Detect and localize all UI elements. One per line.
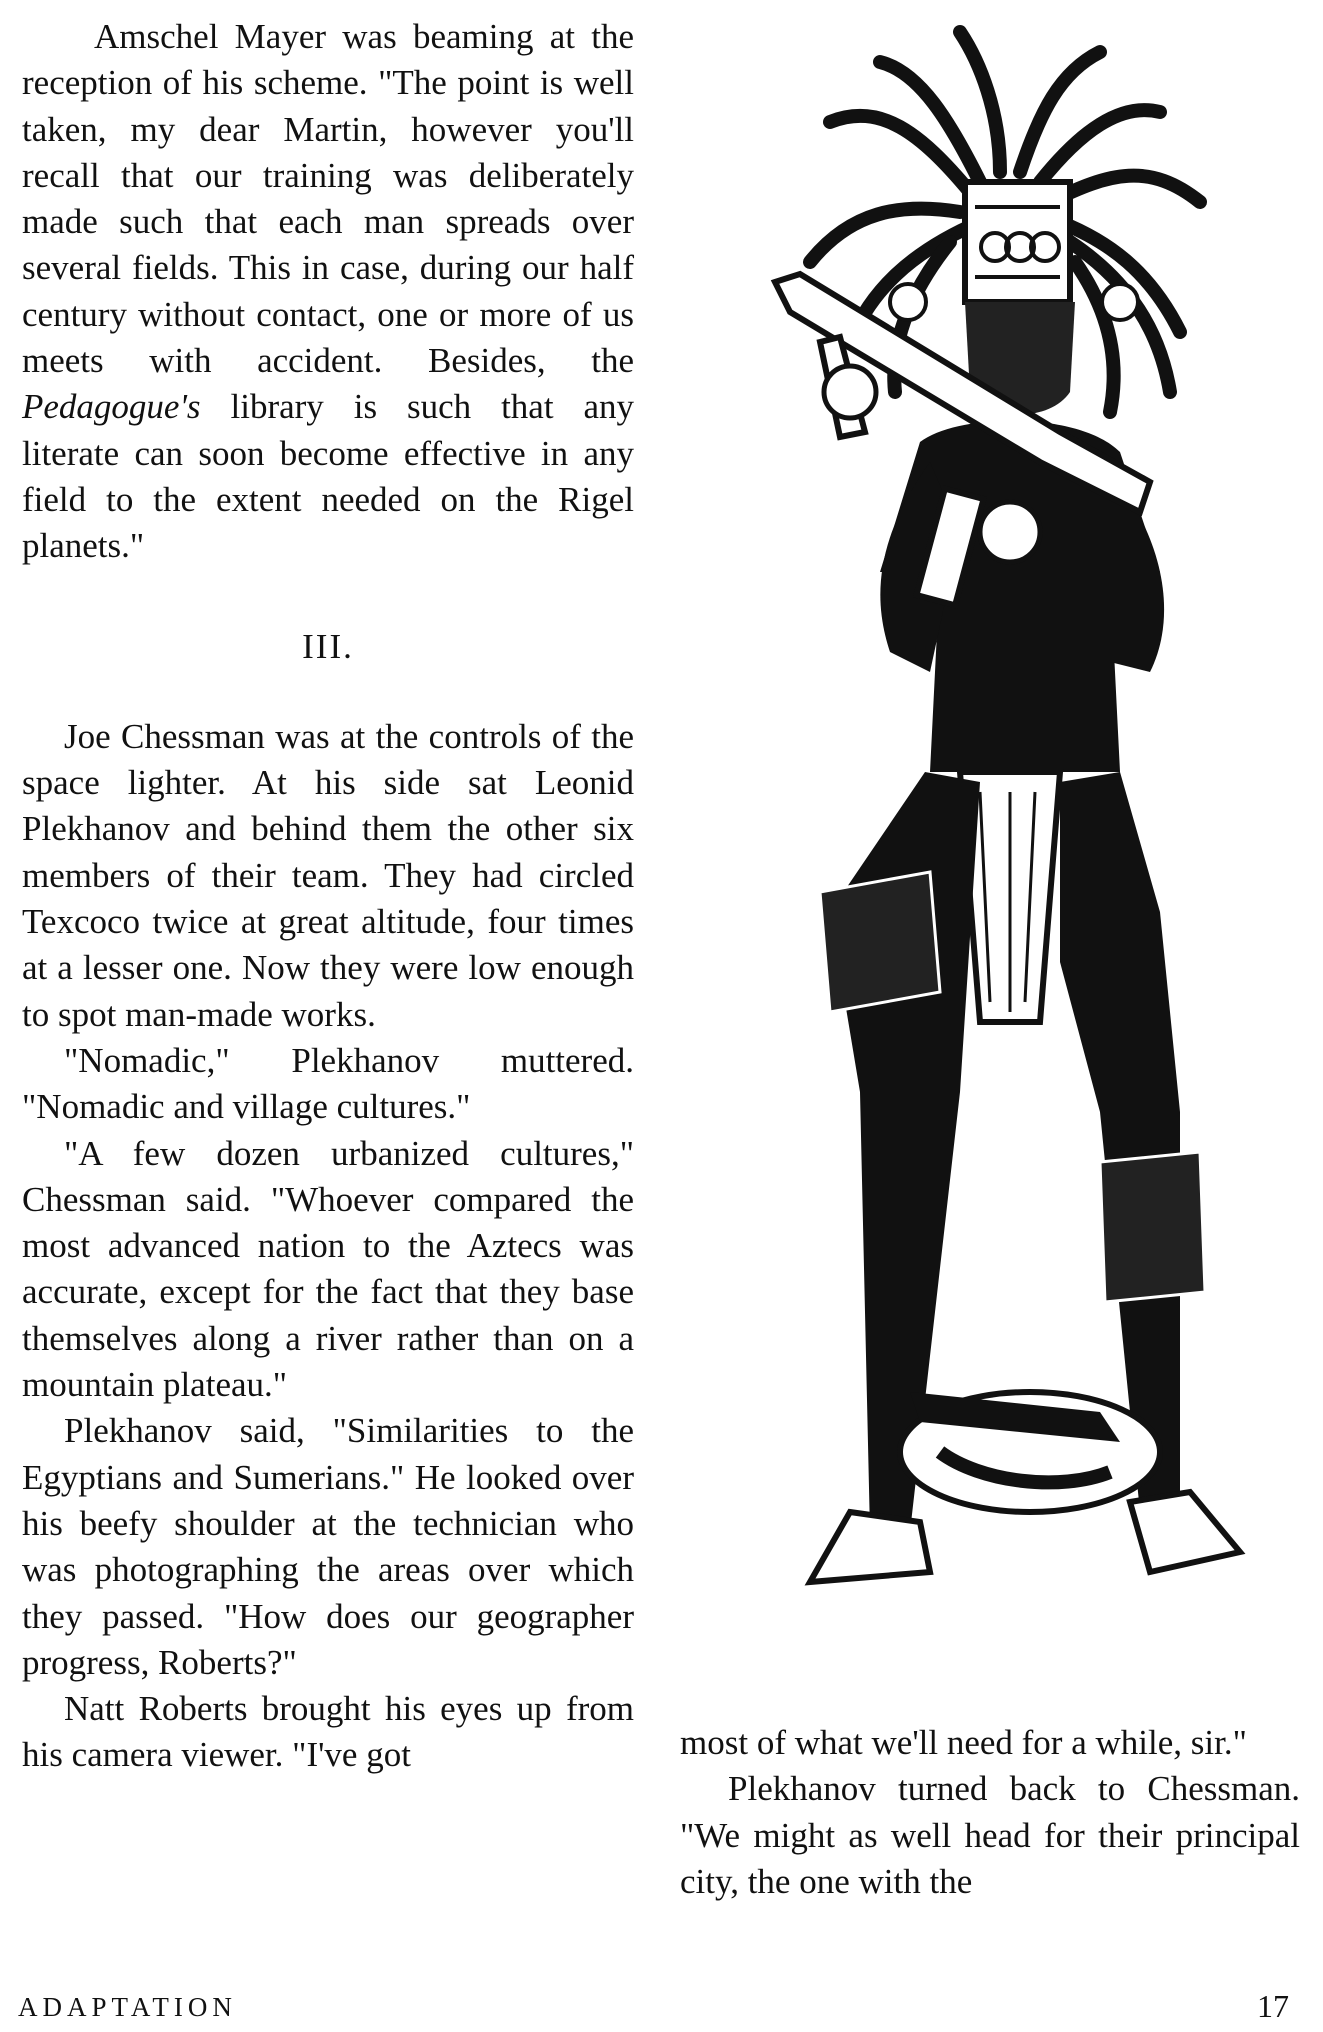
paragraph: Amschel Mayer was beaming at the reception of his scheme. "The point is well taken, my dear Martin, however you'll recall that our training was deliberately made such that each man spreads over several fields. This in case, during our half century without contact, one or more of us meets with accident. Besides, the Pedagogue's library is such that any literate can soon become effective in any field to the extent needed on the Rigel planets." <box>22 17 635 566</box>
running-title: ADAPTATION <box>18 1992 237 2022</box>
italic-ship-name: Pedagogue's <box>22 387 201 427</box>
page-number: 17 <box>1257 1988 1289 2024</box>
warrior-illustration <box>680 12 1300 1682</box>
left-text-column <box>22 14 634 1779</box>
paragraph: most of what we'll need for a while, sir." <box>680 1723 1247 1762</box>
paragraph: Joe Chessman was at the controls of the space lighter. At his side sat Leonid Plekhanov and behind them the other six members of their team. They had circled Texcoco twice at great altitude, four times at a lesser one. Now they were low enough to spot man-made works. <box>22 716 634 1034</box>
warrior-with-submachine-gun-illustration <box>680 12 1300 1682</box>
section-heading: III. <box>302 626 354 666</box>
paragraph: Plekhanov turned back to Chessman. "We might as well head for their principal city, the one with the <box>680 1769 1300 1901</box>
paragraph: Plekhanov said, "Similarities to the Egyptians and Sumerians." He looked over his beefy shoulder at the technician who was photographing the areas over which they passed. "How does our geographer progress, Roberts?" <box>22 1411 634 1682</box>
paragraph: "Nomadic," Plekhanov muttered. "Nomadic and village cultures." <box>22 1040 634 1127</box>
right-text-column <box>680 1720 1300 1905</box>
paragraph: Natt Roberts brought his eyes up from his camera viewer. "I've got <box>22 1689 634 1775</box>
paragraph: "A few dozen urbanized cultures," Chessman said. "Whoever compared the most advanced nation to the Aztecs was accurate, except for the fact that they base themselves along a river rather than on a mountain plateau." <box>22 1133 634 1405</box>
